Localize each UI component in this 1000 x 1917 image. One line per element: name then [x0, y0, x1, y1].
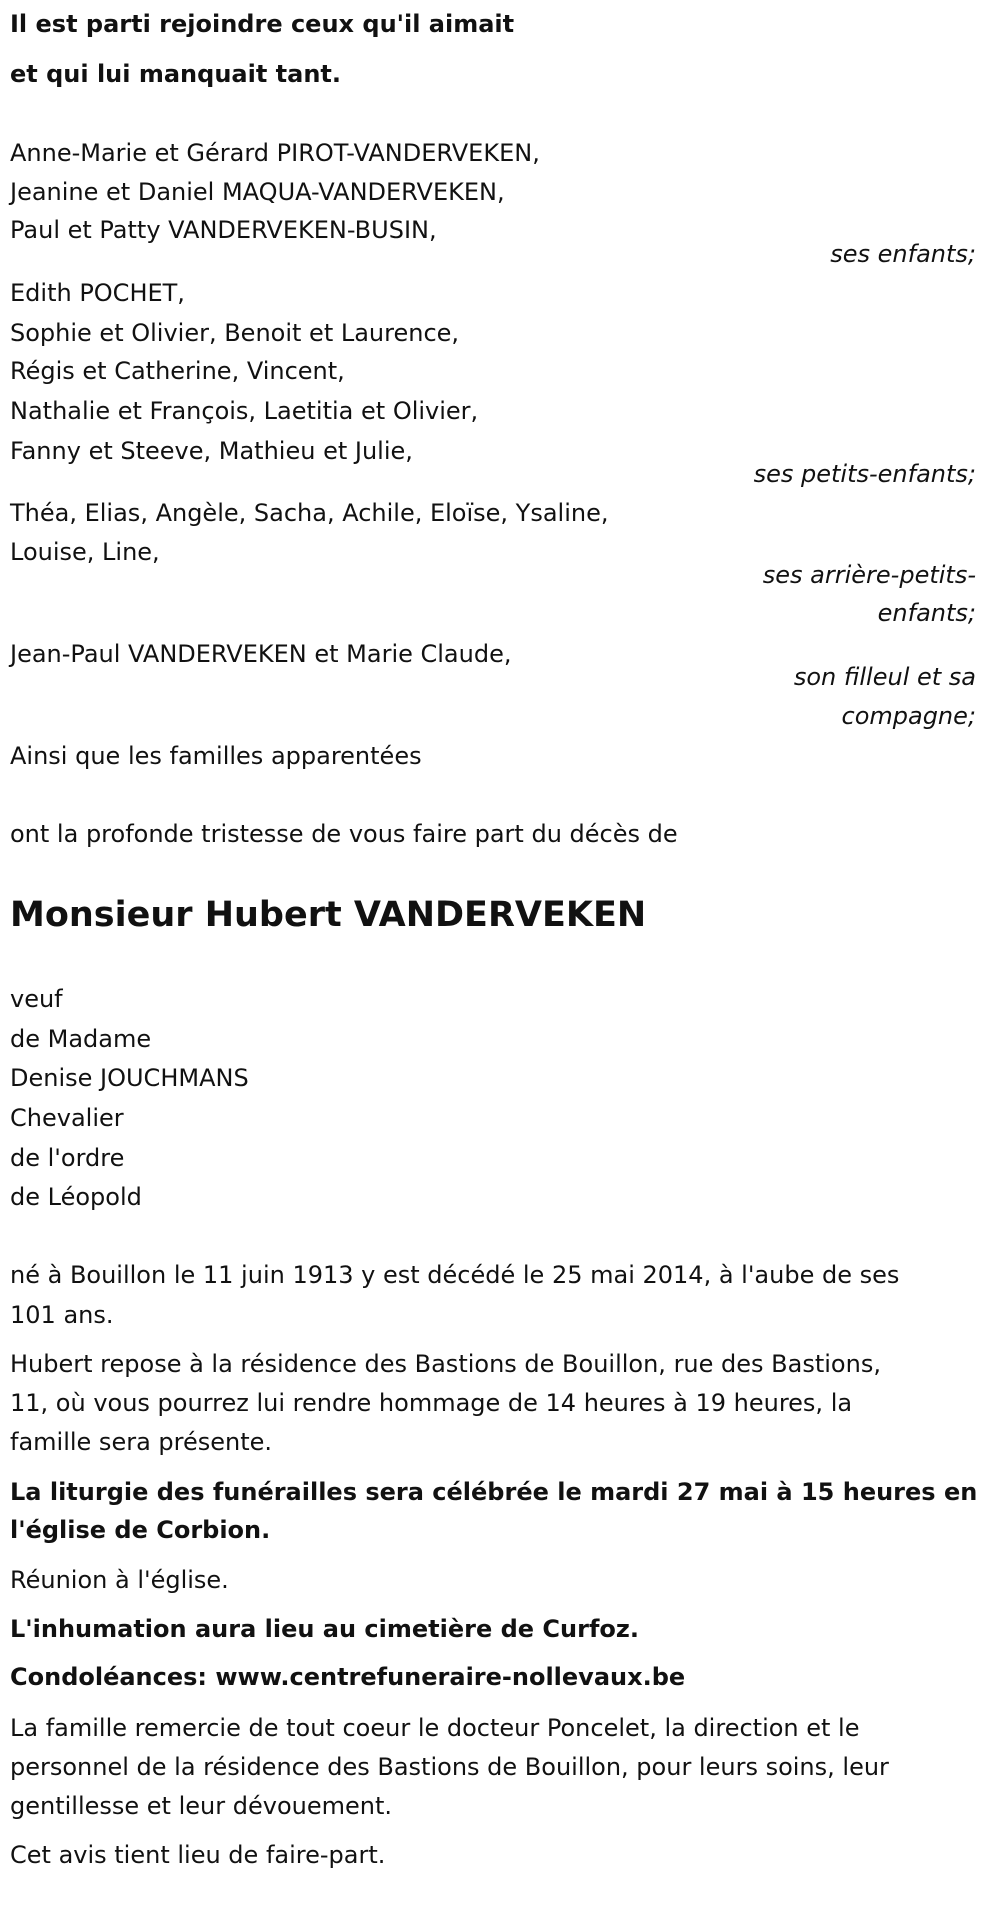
deceased-name: Monsieur Hubert VANDERVEKEN: [10, 895, 647, 935]
children-name: Jeanine et Daniel MAQUA-VANDERVEKEN,: [10, 178, 505, 206]
title-line: de Léopold: [10, 1183, 142, 1211]
thanks-line: La famille remercie de tout coeur le docteur Poncelet, la direction et le: [10, 1714, 860, 1742]
grandchildren-label: ses petits-enfants;: [753, 460, 976, 488]
children-name: Paul et Patty VANDERVEKEN-BUSIN,: [10, 216, 437, 244]
birth-death-line: 101 ans.: [10, 1301, 114, 1329]
grandchildren-name: Sophie et Olivier, Benoit et Laurence,: [10, 319, 460, 347]
liturgy-line: l'église de Corbion.: [10, 1516, 271, 1544]
thanks-line: gentillesse et leur dévouement.: [10, 1792, 392, 1820]
intro-line: et qui lui manquait tant.: [10, 60, 341, 88]
children-name: Anne-Marie et Gérard PIROT-VANDERVEKEN,: [10, 139, 540, 167]
great-grandchildren-label: ses arrière-petits-: [762, 561, 976, 589]
closing-line: Cet avis tient lieu de faire-part.: [10, 1841, 386, 1869]
title-line: de l'ordre: [10, 1144, 125, 1172]
title-line: veuf: [10, 985, 63, 1013]
grandchildren-name: Fanny et Steeve, Mathieu et Julie,: [10, 437, 413, 465]
grandchildren-name: Régis et Catherine, Vincent,: [10, 357, 345, 385]
godson-name: Jean-Paul VANDERVEKEN et Marie Claude,: [10, 640, 512, 668]
great-grandchildren-name: Théa, Elias, Angèle, Sacha, Achile, Eloïse, Ysaline,: [10, 499, 609, 527]
burial-line: L'inhumation aura lieu au cimetière de Curfoz.: [10, 1615, 639, 1643]
children-label: ses enfants;: [830, 240, 976, 268]
birth-death-line: né à Bouillon le 11 juin 1913 y est décédé le 25 mai 2014, à l'aube de ses: [10, 1261, 900, 1289]
great-grandchildren-label: enfants;: [877, 599, 976, 627]
visitation-line: famille sera présente.: [10, 1428, 273, 1456]
grandchildren-name: Edith POCHET,: [10, 279, 185, 307]
announcement-line: ont la profonde tristesse de vous faire part du décès de: [10, 820, 678, 848]
condolences-line: Condoléances: www.centrefuneraire-nollevaux.be: [10, 1663, 686, 1691]
intro-line: Il est parti rejoindre ceux qu'il aimait: [10, 10, 515, 38]
title-line: Denise JOUCHMANS: [10, 1064, 249, 1092]
visitation-line: Hubert repose à la résidence des Bastions de Bouillon, rue des Bastions,: [10, 1350, 881, 1378]
thanks-line: personnel de la résidence des Bastions de Bouillon, pour leurs soins, leur: [10, 1753, 889, 1781]
visitation-line: 11, où vous pourrez lui rendre hommage de 14 heures à 19 heures, la: [10, 1389, 853, 1417]
great-grandchildren-name: Louise, Line,: [10, 538, 160, 566]
godson-label: son filleul et sa: [793, 663, 976, 691]
families-line: Ainsi que les familles apparentées: [10, 742, 422, 770]
meeting-line: Réunion à l'église.: [10, 1566, 229, 1594]
title-line: Chevalier: [10, 1104, 124, 1132]
godson-label: compagne;: [841, 702, 976, 730]
liturgy-line: La liturgie des funérailles sera célébrée le mardi 27 mai à 15 heures en: [10, 1478, 978, 1506]
title-line: de Madame: [10, 1025, 152, 1053]
grandchildren-name: Nathalie et François, Laetitia et Olivier,: [10, 397, 479, 425]
